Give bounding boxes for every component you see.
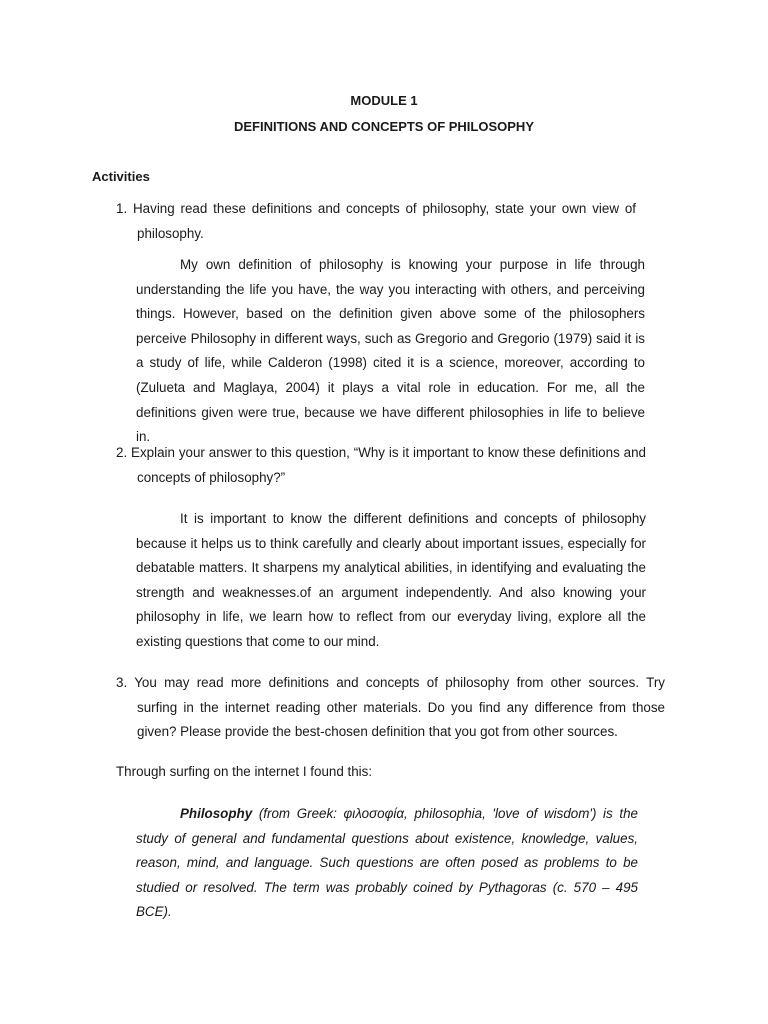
question-3-line-2: surfing in the internet reading other materials. Do you find any difference from those given? Please provide the best-chosen definition that you got from other sources.	[137, 699, 665, 739]
module-title: DEFINITIONS AND CONCEPTS OF PHILOSOPHY	[234, 119, 534, 134]
surfing-intro: Through surfing on the internet I found this:	[116, 764, 373, 779]
question-2	[116, 441, 646, 490]
philosophy-quote	[136, 802, 638, 925]
question-3	[116, 671, 666, 745]
answer-1: My own definition of philosophy is knowing your purpose in life through understanding the life you have, the way you interacting with others, and perceiving things. However, based on the definition given above some of the philosophers perceive Philosophy in different ways, such as Gregorio and Gregorio (1979) said it is a study of life, while Calderon (1998) cited it is a science, moreover, according to (Zulueta and Maglaya, 2004) it plays a vital role in education. For me, all the definitions given were true, because we have different philosophies in life to believe in.	[136, 257, 645, 445]
quote-term: Philosophy	[180, 806, 253, 821]
question-3-line-1: 3. You may read more definitions and concepts of philosophy from other sources. Try	[116, 675, 665, 690]
question-2-line-2: concepts of philosophy?”	[137, 469, 286, 485]
activities-label: Activities	[92, 169, 150, 184]
question-1	[116, 197, 636, 246]
question-1-line-1: 1. Having read these definitions and concepts of philosophy, state your own view of	[116, 201, 636, 216]
module-heading: MODULE 1	[350, 93, 418, 108]
answer-2: It is important to know the different definitions and concepts of philosophy because it helps us to think carefully and clearly about important issues, especially for debatable matters. It sharpens my analytical abilities, in identifying and evaluating the strength and weaknesses.of an argument independently. And also knowing your philosophy in life, we learn how to reflect from our everyday living, explore all the existing questions that come to our mind.	[136, 511, 646, 649]
quote-text: (from Greek: φιλοσοφία, philosophia, 'love of wisdom') is the study of general and fundamental questions about existence, knowledge, values, reason, mind, and language. Such questions are often posed as problems to be studied or resolved. The term was probably coined by Pythagoras (c. 570 – 495 BCE).	[136, 806, 638, 920]
question-2-line-1: 2. Explain your answer to this question, “Why is it important to know these definitions and	[116, 445, 646, 460]
question-1-line-2: philosophy.	[137, 225, 204, 241]
